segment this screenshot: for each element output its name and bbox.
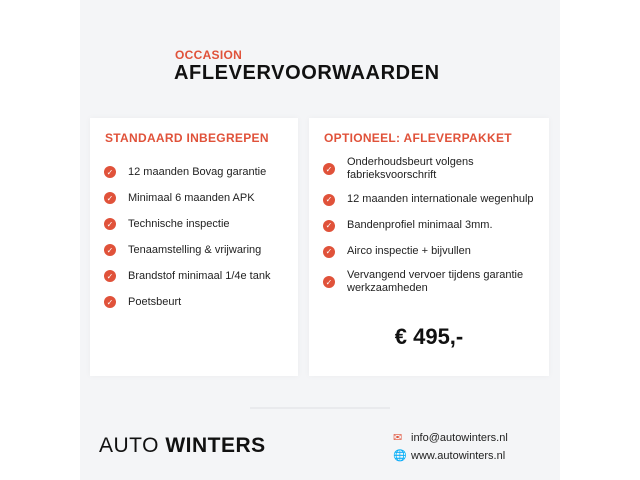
- package-price: € 495,-: [394, 324, 464, 349]
- check-icon: ✓: [104, 270, 116, 282]
- globe-icon: 🌐: [393, 450, 407, 462]
- list-item: [323, 269, 538, 295]
- list-item: [323, 243, 538, 260]
- optional-title: OPTIONEEL: AFLEVERPAKKET: [324, 131, 512, 145]
- item-label: Airco inspectie + bijvullen: [347, 245, 471, 257]
- item-label: Vervangend vervoer tijdens garantie werkzaamheden: [347, 269, 524, 294]
- check-icon: ✓: [323, 276, 335, 288]
- check-icon: ✓: [104, 296, 116, 308]
- list-item: [323, 217, 538, 234]
- list-item: [104, 185, 270, 211]
- item-label: Brandstof minimaal 1/4e tank: [128, 269, 271, 282]
- list-item: [104, 289, 270, 315]
- list-item: [104, 159, 270, 185]
- check-icon: ✓: [104, 192, 116, 204]
- item-label: Minimaal 6 maanden APK: [128, 191, 255, 204]
- check-icon: ✓: [323, 194, 335, 206]
- list-item: [104, 237, 270, 263]
- optional-card: [309, 118, 549, 376]
- item-label: 12 maanden Bovag garantie: [128, 165, 267, 178]
- check-icon: ✓: [323, 246, 335, 258]
- item-label: Technische inspectie: [128, 217, 230, 230]
- check-icon: ✓: [323, 220, 335, 232]
- item-label: 12 maanden internationale wegenhulp: [347, 193, 534, 205]
- list-item: [323, 191, 538, 208]
- list-item: [104, 211, 270, 237]
- list-item: [323, 156, 538, 182]
- check-icon: ✓: [323, 163, 335, 175]
- page-kicker: OCCASION: [175, 48, 243, 62]
- website-contact[interactable]: [393, 449, 505, 462]
- divider: [250, 407, 390, 409]
- list-item: [104, 263, 270, 289]
- email-contact[interactable]: [393, 431, 508, 444]
- check-icon: ✓: [104, 218, 116, 230]
- item-label: Onderhoudsbeurt volgens fabrieksvoorschrift: [347, 156, 474, 181]
- item-label: Bandenprofiel minimaal 3mm.: [347, 219, 493, 231]
- brand-logo: AUTO WINTERS: [99, 434, 266, 457]
- website-link[interactable]: www.autowinters.nl: [411, 449, 506, 462]
- check-icon: ✓: [104, 166, 116, 178]
- item-label: Poetsbeurt: [128, 295, 182, 308]
- check-icon: ✓: [104, 244, 116, 256]
- item-label: Tenaamstelling & vrijwaring: [128, 243, 262, 256]
- email-link[interactable]: info@autowinters.nl: [411, 431, 508, 444]
- standard-title: STANDAARD INBEGREPEN: [105, 131, 269, 145]
- page-title: AFLEVERVOORWAARDEN: [174, 62, 440, 84]
- mail-icon: ✉: [393, 432, 403, 444]
- standard-card: [90, 118, 298, 376]
